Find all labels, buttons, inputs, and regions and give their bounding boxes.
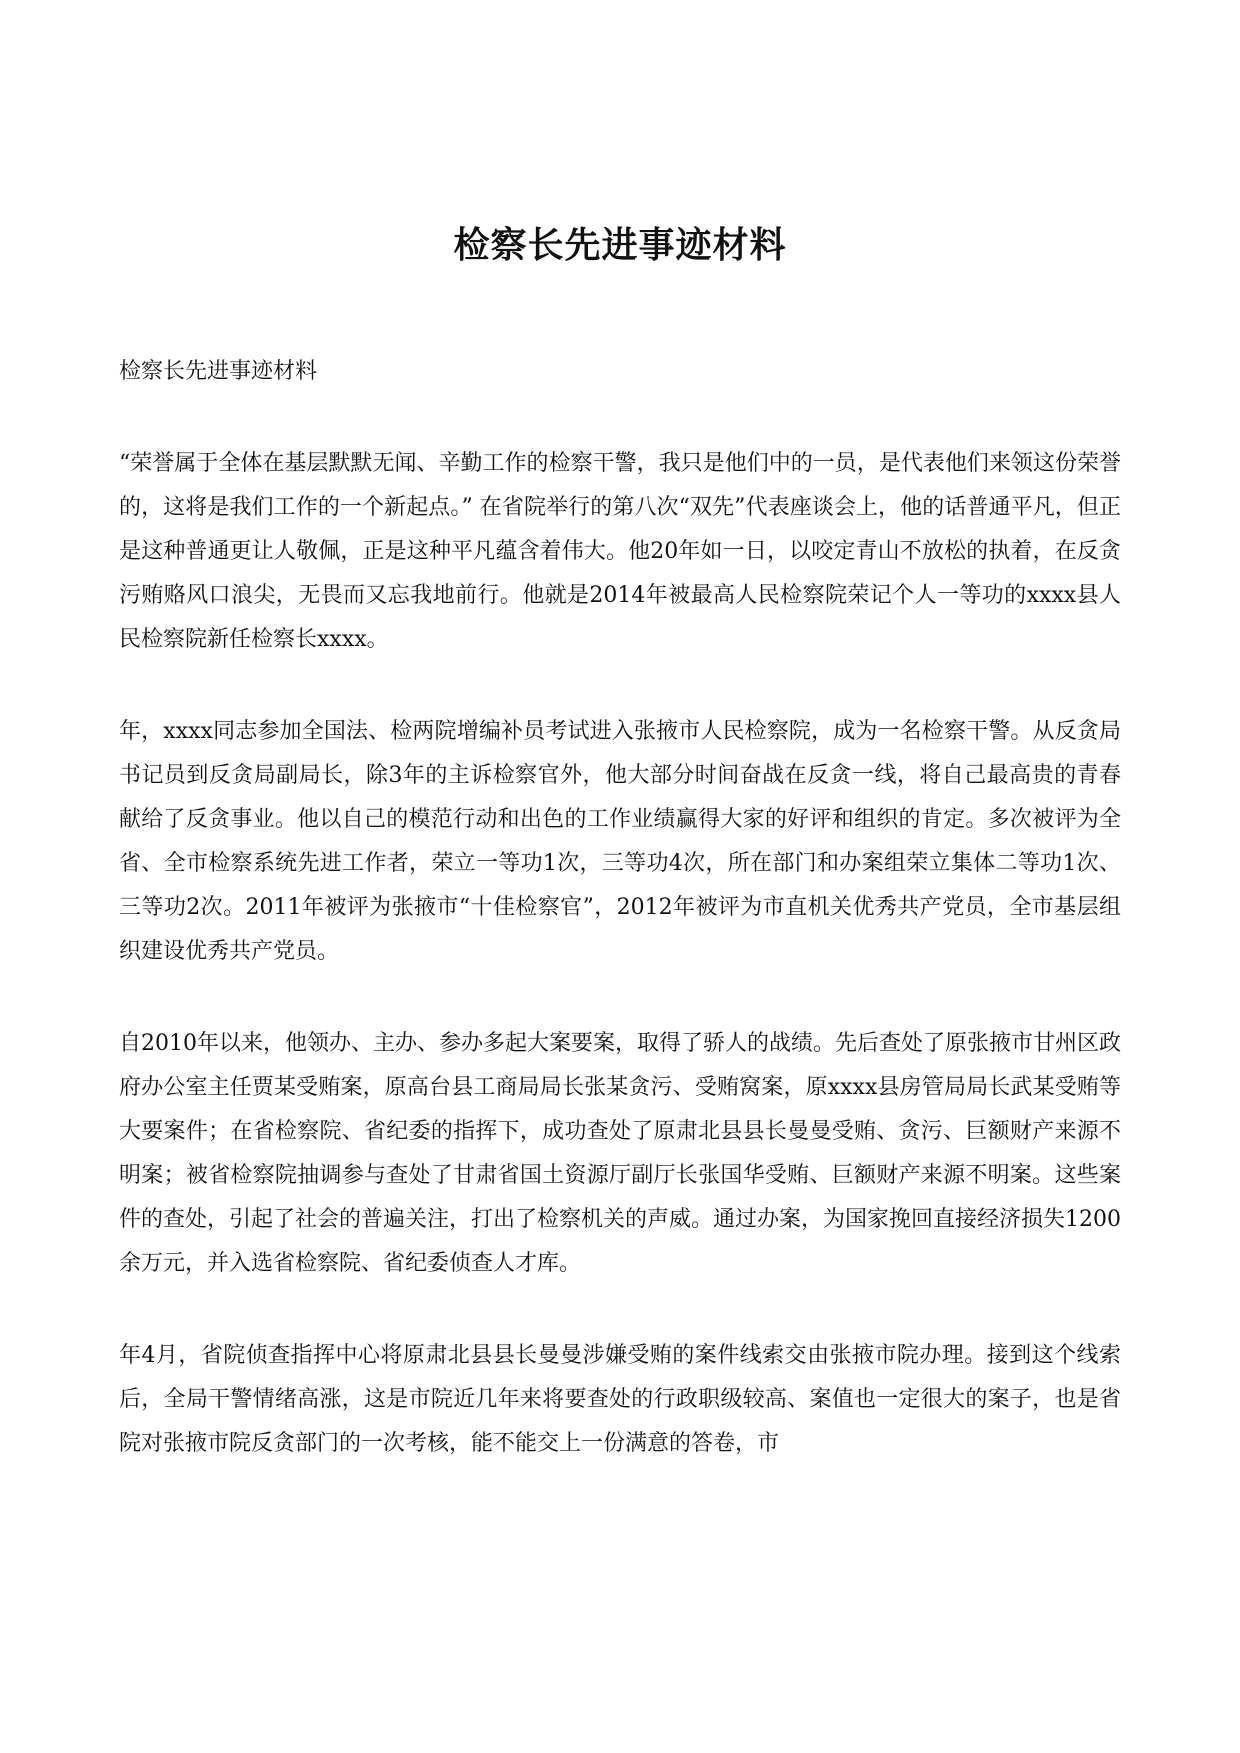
paragraph: “荣誉属于全体在基层默默无闻、辛勤工作的检察干警，我只是他们中的一员，是代表他们来领这份荣誉的，这将是我们工作的一个新起点。” 在省院举行的第八次“双先”代表座谈会上，他的话普通平凡，但正是这种普通更让人敬佩，正是这种平凡蕴含着伟大。他20年如一日，以咬定青山不放松的执着，在反贪污贿赂风口浪尖，无畏而又忘我地前行。他就是2014年被最高人民检察院荣记个人一等功的xxxx县人民检察院新任检察长xxxx。	[119, 451, 1121, 652]
paragraph: 年4月，省院侦查指挥中心将原肃北县县长曼曼涉嫌受贿的案件线索交由张掖市院办理。接到这个线索后，全局干警情绪高涨，这是市院近几年来将要查处的行政职级较高、案值也一定很大的案子，也是省院对张掖市院反贪部门的一次考核，能不能交上一份满意的答卷，市	[119, 1343, 1121, 1456]
paragraph: 年，xxxx同志参加全国法、检两院增编补员考试进入张掖市人民检察院，成为一名检察干警。从反贪局书记员到反贪局副局长，除3年的主诉检察官外，他大部分时间奋战在反贪一线，将自己最高贵的青春献给了反贪事业。他以自己的模范行动和出色的工作业绩赢得大家的好评和组织的肯定。多次被评为全省、全市检察系统先进工作者，荣立一等功1次，三等功4次，所在部门和办案组荣立集体二等功1次、三等功2次。2011年被评为张掖市“十佳检察官”，2012年被评为市直机关优秀共产党员，全市基层组织建设优秀共产党员。	[119, 719, 1121, 964]
document-subtitle: 检察长先进事迹材料	[119, 359, 318, 384]
paragraph: 自2010年以来，他领办、主办、参办多起大案要案，取得了骄人的战绩。先后查处了原张掖市甘州区政府办公室主任贾某受贿案，原高台县工商局局长张某贪污、受贿窝案，原xxxx县房管局局长武某受贿等大要案件；在省检察院、省纪委的指挥下，成功查处了原肃北县县长曼曼受贿、贪污、巨额财产来源不明案；被省检察院抽调参与查处了甘肃省国土资源厅副厅长张国华受贿、巨额财产来源不明案。这些案件的查处，引起了社会的普遍关注，打出了检察机关的声威。通过办案，为国家挽回直接经济损失1200余万元，并入选省检察院、省纪委侦查人才库。	[119, 1031, 1121, 1276]
document-title: 检察长先进事迹材料	[453, 225, 787, 266]
document-body	[119, 350, 1121, 1514]
